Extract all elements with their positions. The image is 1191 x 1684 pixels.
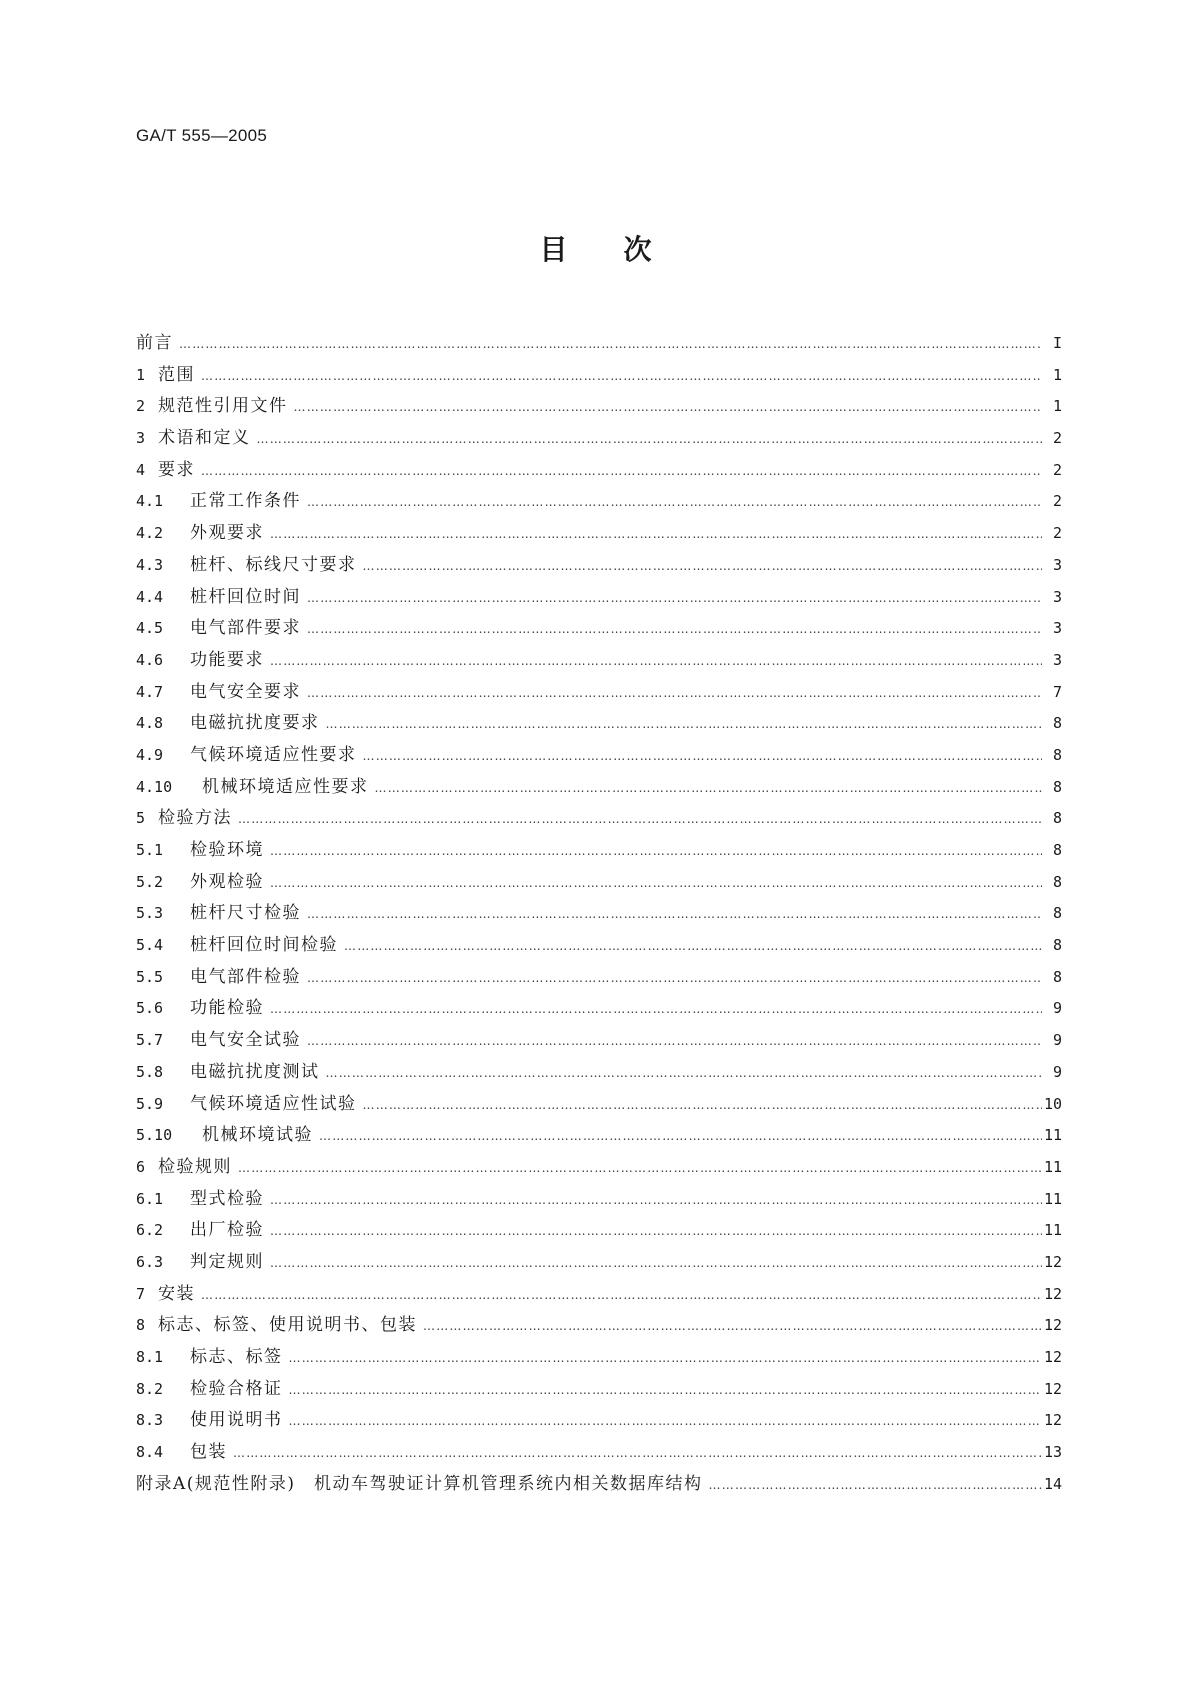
toc-entry[interactable] xyxy=(136,772,1062,804)
toc-entry-title: 附录A(规范性附录) 机动车驾驶证计算机管理系统内相关数据库结构 xyxy=(136,1473,703,1494)
toc-entry[interactable] xyxy=(136,677,1062,709)
toc-dot-leader xyxy=(289,1383,1043,1397)
toc-entry-page: 8 xyxy=(1052,872,1062,891)
toc-dot-leader xyxy=(270,1256,1042,1270)
toc-entry-page: 1 xyxy=(1052,397,1062,416)
toc-entry[interactable] xyxy=(136,1025,1062,1057)
toc-dot-leader xyxy=(307,495,1042,509)
toc-entry-number: 4.8 xyxy=(136,714,164,733)
toc-dot-leader xyxy=(326,1066,1043,1080)
toc-dot-leader xyxy=(344,939,1042,953)
toc-dot-leader xyxy=(307,591,1042,605)
toc-entry-page: 11 xyxy=(1043,1189,1062,1208)
toc-entry-number: 6.2 xyxy=(136,1221,164,1240)
toc-entry[interactable] xyxy=(136,486,1062,518)
toc-entry-title: 功能检验 xyxy=(190,998,264,1019)
page-title: 目次 xyxy=(539,233,708,266)
toc-dot-leader xyxy=(270,876,1042,890)
toc-entry-number: 5.1 xyxy=(136,841,164,859)
toc-entry[interactable] xyxy=(136,708,1062,740)
toc-entry-page: I xyxy=(1052,334,1062,352)
toc-dot-leader xyxy=(270,654,1042,668)
toc-dot-leader xyxy=(307,1034,1042,1048)
toc-entry-number: 8.2 xyxy=(136,1379,164,1398)
toc-entry-title: 桩杆尺寸检验 xyxy=(190,903,301,924)
toc-entry-number: 8.3 xyxy=(136,1411,164,1430)
toc-entry-title: 正常工作条件 xyxy=(190,491,301,512)
toc-entry-number: 6.1 xyxy=(136,1189,164,1208)
toc-entry-title: 标志、标签 xyxy=(190,1347,283,1367)
toc-entry-title: 标志、标签、使用说明书、包装 xyxy=(158,1315,417,1336)
toc-dot-leader xyxy=(423,1319,1042,1333)
toc-entry-page: 9 xyxy=(1052,999,1062,1018)
toc-entry-title: 电气部件要求 xyxy=(190,618,301,639)
toc-entry[interactable] xyxy=(136,582,1062,614)
toc-entry-title: 机械环境适应性要求 xyxy=(202,776,369,797)
toc-entry-title: 安装 xyxy=(158,1283,195,1304)
toc-entry-page: 8 xyxy=(1052,967,1062,986)
toc-entry-number: 4.1 xyxy=(136,492,164,511)
toc-entry-number: 5.4 xyxy=(136,936,164,955)
toc-entry[interactable] xyxy=(136,867,1062,899)
toc-entry-title: 包装 xyxy=(190,1442,227,1463)
toc-entry-title: 型式检验 xyxy=(190,1188,264,1209)
toc-entry[interactable] xyxy=(136,1215,1062,1247)
toc-dot-leader xyxy=(307,907,1042,921)
toc-entry[interactable] xyxy=(136,1310,1062,1342)
toc-entry[interactable] xyxy=(136,1405,1062,1437)
toc-entry-number: 4.6 xyxy=(136,650,164,669)
toc-dot-leader xyxy=(307,971,1042,985)
toc-dot-leader xyxy=(238,812,1042,826)
toc-entry-page: 11 xyxy=(1043,1157,1062,1176)
toc-entry-page: 8 xyxy=(1052,904,1062,923)
toc-entry-page: 3 xyxy=(1052,650,1062,669)
toc-entry[interactable] xyxy=(136,1342,1062,1374)
toc-dot-leader xyxy=(294,400,1043,414)
toc-entry-number: 1 xyxy=(136,365,146,384)
toc-entry-title: 判定规则 xyxy=(190,1251,264,1272)
toc-entry-page: 12 xyxy=(1043,1316,1062,1335)
toc-entry-title: 机械环境试验 xyxy=(202,1125,313,1146)
toc-entry-title: 检验方法 xyxy=(158,808,232,829)
toc-entry-title: 电磁抗扰度测试 xyxy=(190,1061,320,1082)
toc-entry-page: 8 xyxy=(1052,809,1062,828)
toc-entry-number: 8 xyxy=(136,1316,146,1335)
toc-entry-number: 4.2 xyxy=(136,524,164,543)
toc-entry[interactable] xyxy=(136,518,1062,550)
toc-entry[interactable] xyxy=(136,1184,1062,1216)
toc-entry-page: 2 xyxy=(1052,460,1062,479)
toc-entry-page: 11 xyxy=(1043,1126,1062,1145)
toc-entry-title: 术语和定义 xyxy=(158,428,251,449)
toc-entry-page: 1 xyxy=(1052,365,1062,384)
toc-entry[interactable] xyxy=(136,1120,1062,1152)
toc-entry-number: 5.5 xyxy=(136,967,164,986)
toc-entry-title: 前言 xyxy=(136,333,173,353)
toc-entry-number: 8.4 xyxy=(136,1443,164,1462)
toc-entry-title: 功能要求 xyxy=(190,649,264,670)
toc-entry[interactable] xyxy=(136,898,1062,930)
toc-dot-leader xyxy=(257,432,1043,446)
toc-entry-page: 13 xyxy=(1043,1443,1062,1462)
toc-dot-leader xyxy=(270,1224,1042,1238)
toc-entry-title: 气候环境适应性试验 xyxy=(190,1093,357,1114)
toc-entry-page: 3 xyxy=(1052,555,1062,574)
toc-dot-leader xyxy=(709,1478,1042,1492)
toc-entry-page: 12 xyxy=(1043,1411,1062,1430)
toc-entry[interactable] xyxy=(136,391,1062,423)
toc-entry-page: 9 xyxy=(1052,1062,1062,1081)
toc-entry-title: 电气安全试验 xyxy=(190,1030,301,1051)
toc-entry-page: 3 xyxy=(1052,587,1062,606)
toc-entry-number: 3 xyxy=(136,429,146,448)
toc-entry-number: 5.9 xyxy=(136,1094,164,1113)
toc-entry-title: 外观要求 xyxy=(190,523,264,544)
toc-dot-leader xyxy=(363,1098,1043,1112)
toc-entry-page: 8 xyxy=(1052,777,1062,796)
toc-entry[interactable] xyxy=(136,930,1062,962)
toc-entry-page: 10 xyxy=(1043,1094,1062,1113)
toc-dot-leader xyxy=(319,1129,1042,1143)
toc-entry[interactable] xyxy=(136,1469,1062,1501)
toc-entry-page: 9 xyxy=(1052,1031,1062,1050)
toc-dot-leader xyxy=(179,337,1042,351)
toc-entry-title: 气候环境适应性要求 xyxy=(190,744,357,765)
toc-entry-number: 4.10 xyxy=(136,777,173,796)
toc-entry-number: 5 xyxy=(136,809,146,828)
toc-entry[interactable] xyxy=(136,993,1062,1025)
toc-entry-page: 11 xyxy=(1043,1221,1062,1240)
toc-dot-leader xyxy=(233,1446,1042,1460)
toc-dot-leader xyxy=(289,1414,1043,1428)
toc-entry-number: 5.3 xyxy=(136,904,164,923)
toc-entry-number: 7 xyxy=(136,1284,146,1303)
toc-entry[interactable] xyxy=(136,423,1062,455)
toc-entry[interactable] xyxy=(136,803,1062,835)
toc-entry-number: 6.3 xyxy=(136,1252,164,1271)
toc-dot-leader xyxy=(201,464,1042,478)
toc-entry-page: 14 xyxy=(1043,1474,1062,1493)
standard-code: GA/T 555—2005 xyxy=(136,126,268,145)
toc-entry[interactable] xyxy=(136,455,1062,487)
toc-entry-number: 5.2 xyxy=(136,872,164,891)
toc-entry-title: 电气安全要求 xyxy=(190,681,301,702)
table-of-contents xyxy=(136,328,1062,1500)
toc-entry-number: 5.6 xyxy=(136,999,164,1018)
toc-dot-leader xyxy=(289,1351,1043,1365)
toc-dot-leader xyxy=(363,749,1043,763)
toc-dot-leader xyxy=(270,1193,1042,1207)
toc-entry-title: 出厂检验 xyxy=(190,1220,264,1241)
toc-entry[interactable] xyxy=(136,550,1062,582)
toc-entry-number: 2 xyxy=(136,397,146,416)
toc-entry-page: 8 xyxy=(1052,714,1062,733)
toc-dot-leader xyxy=(270,844,1042,858)
toc-dot-leader xyxy=(307,686,1042,700)
toc-entry-number: 6 xyxy=(136,1157,146,1176)
toc-entry[interactable] xyxy=(136,1057,1062,1089)
toc-entry-number: 4 xyxy=(136,460,146,479)
toc-entry-title: 电磁抗扰度要求 xyxy=(190,713,320,734)
toc-entry[interactable] xyxy=(136,1247,1062,1279)
toc-entry[interactable] xyxy=(136,360,1062,392)
toc-dot-leader xyxy=(307,622,1042,636)
toc-entry-page: 12 xyxy=(1043,1252,1062,1271)
toc-entry[interactable] xyxy=(136,1089,1062,1121)
toc-entry[interactable] xyxy=(136,645,1062,677)
toc-entry-number: 5.7 xyxy=(136,1031,164,1050)
toc-entry-number: 4.4 xyxy=(136,587,164,606)
toc-entry-number: 5.10 xyxy=(136,1126,173,1145)
toc-entry-title: 范围 xyxy=(158,364,195,385)
toc-entry-number: 5.8 xyxy=(136,1062,164,1081)
toc-entry[interactable] xyxy=(136,1437,1062,1469)
toc-entry-number: 4.9 xyxy=(136,745,164,764)
toc-dot-leader xyxy=(270,527,1042,541)
toc-entry-number: 4.7 xyxy=(136,682,164,701)
toc-entry-page: 8 xyxy=(1052,841,1062,859)
toc-entry-number: 4.3 xyxy=(136,555,164,574)
toc-entry-title: 检验合格证 xyxy=(190,1378,283,1399)
toc-entry-number: 4.5 xyxy=(136,619,164,638)
toc-entry-title: 要求 xyxy=(158,459,195,480)
toc-entry-page: 8 xyxy=(1052,936,1062,955)
toc-entry-page: 3 xyxy=(1052,619,1062,638)
toc-entry-page: 7 xyxy=(1052,682,1062,701)
toc-entry-number: 8.1 xyxy=(136,1348,164,1366)
toc-dot-leader xyxy=(270,1002,1042,1016)
toc-entry-page: 8 xyxy=(1052,745,1062,764)
toc-dot-leader xyxy=(326,717,1043,731)
toc-entry-page: 12 xyxy=(1043,1348,1062,1366)
toc-entry-page: 2 xyxy=(1052,524,1062,543)
toc-entry-page: 12 xyxy=(1043,1284,1062,1303)
toc-entry-title: 检验规则 xyxy=(158,1156,232,1177)
toc-entry-title: 桩杆回位时间检验 xyxy=(190,935,338,956)
toc-entry-title: 桩杆、标线尺寸要求 xyxy=(190,554,357,575)
toc-dot-leader xyxy=(201,1288,1042,1302)
toc-dot-leader xyxy=(201,369,1042,383)
toc-entry-title: 电气部件检验 xyxy=(190,966,301,987)
toc-entry-page: 2 xyxy=(1052,492,1062,511)
toc-entry[interactable] xyxy=(136,1279,1062,1311)
toc-entry[interactable] xyxy=(136,835,1062,867)
toc-entry-title: 外观检验 xyxy=(190,871,264,892)
toc-entry[interactable] xyxy=(136,740,1062,772)
toc-entry-title: 使用说明书 xyxy=(190,1410,283,1431)
toc-entry-title: 桩杆回位时间 xyxy=(190,586,301,607)
toc-entry[interactable] xyxy=(136,1374,1062,1406)
toc-entry-title: 检验环境 xyxy=(190,840,264,860)
toc-entry[interactable] xyxy=(136,962,1062,994)
toc-dot-leader xyxy=(363,559,1043,573)
toc-entry-page: 2 xyxy=(1052,429,1062,448)
toc-entry[interactable] xyxy=(136,1152,1062,1184)
toc-entry[interactable] xyxy=(136,613,1062,645)
toc-dot-leader xyxy=(375,781,1043,795)
toc-entry-title: 规范性引用文件 xyxy=(158,396,288,417)
toc-entry-page: 12 xyxy=(1043,1379,1062,1398)
toc-dot-leader xyxy=(238,1161,1042,1175)
toc-entry[interactable] xyxy=(136,328,1062,360)
